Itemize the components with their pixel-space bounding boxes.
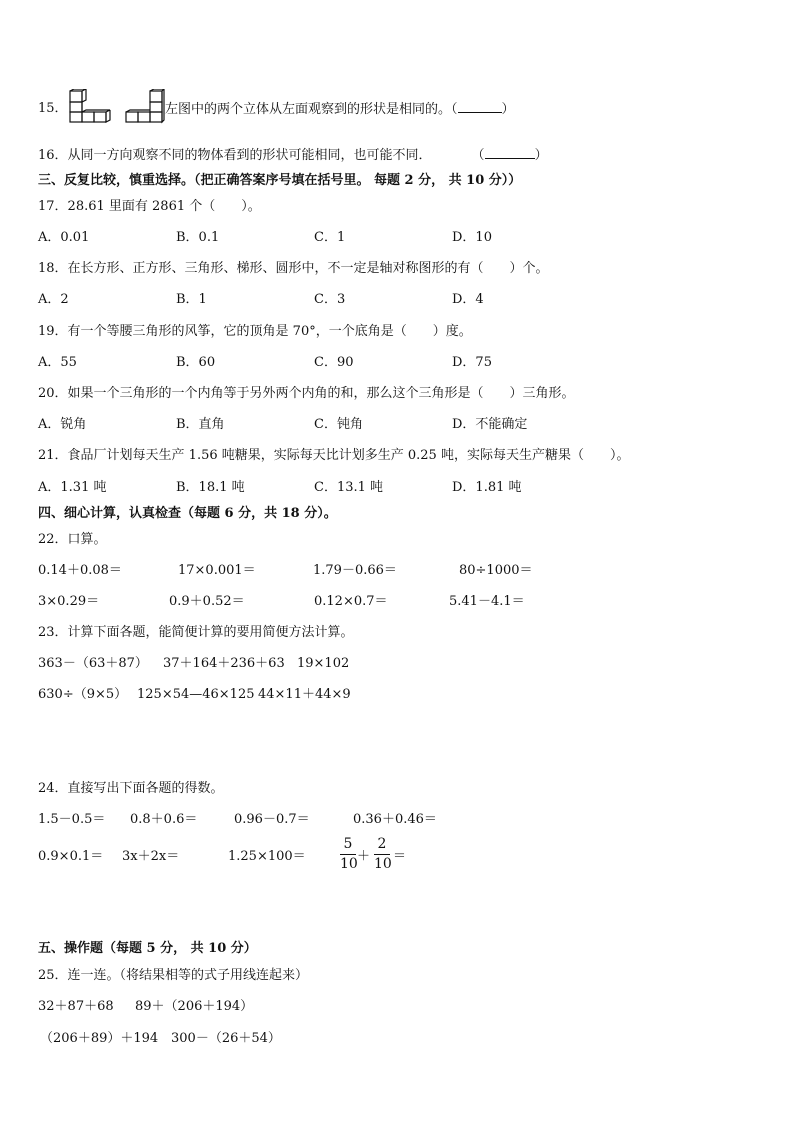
fraction-2-bar	[374, 854, 390, 855]
section-3-heading: 三、反复比较，慎重选择。（把正确答案序号填在括号里。 每题 2 分， 共 10 分））	[38, 173, 522, 188]
q17-option-c[interactable]: C．1	[314, 230, 346, 245]
q18-option-c[interactable]: C．3	[314, 292, 346, 307]
q15-statement: 左图中的两个立体从左面观察到的形状是相同的。（	[165, 102, 458, 117]
q19-option-b[interactable]: B．60	[176, 355, 216, 370]
q24-fraction-1	[340, 836, 356, 873]
q15-text	[165, 101, 515, 118]
q24-plus-sign: ＋	[357, 849, 371, 864]
q19-option-a[interactable]: A．55	[38, 355, 77, 370]
q17-option-b[interactable]: B．0.1	[176, 230, 220, 245]
q25-title: 25．连一连。（将结果相等的式子用线连起来）	[38, 968, 309, 983]
q18-option-a[interactable]: A．2	[38, 292, 69, 307]
q25-r2-c1[interactable]: （206＋89）＋194	[40, 1031, 159, 1046]
section-4-heading: 四、细心计算，认真检查（每题 6 分，共 18 分）。	[38, 506, 337, 521]
q24-r1-c3: 0.96－0.7＝	[234, 812, 310, 827]
q20-option-d[interactable]: D．不能确定	[452, 417, 528, 432]
fraction-2-numerator: 2	[377, 836, 387, 852]
q21-option-b[interactable]: B．18.1 吨	[176, 480, 245, 495]
q22-r1-c3: 1.79－0.66＝	[313, 563, 397, 578]
q22-r2-c1: 3×0.29＝	[38, 594, 100, 609]
q25-r1-c2[interactable]: 89＋（206＋194）	[135, 999, 254, 1014]
q20-option-c[interactable]: C．钝角	[314, 417, 363, 432]
q20-stem: 20．如果一个三角形的一个内角等于另外两个内角的和，那么这个三角形是（ ）三角形。	[38, 386, 575, 401]
q18-option-b[interactable]: B．1	[176, 292, 207, 307]
q17-option-d[interactable]: D．10	[452, 230, 492, 245]
cube-figure-2	[125, 89, 165, 125]
q23-r2-c2: 125×54—46×125	[137, 687, 255, 702]
q21-option-a[interactable]: A．1.31 吨	[38, 480, 107, 495]
q24-title: 24．直接写出下面各题的得数。	[38, 781, 224, 796]
q23-title: 23．计算下面各题，能简便计算的要用简便方法计算。	[38, 625, 354, 640]
q22-r1-c2: 17×0.001＝	[178, 563, 256, 578]
q16-line	[38, 147, 548, 164]
q21-option-c[interactable]: C．13.1 吨	[314, 480, 384, 495]
q24-r1-c4: 0.36＋0.46＝	[353, 812, 437, 827]
q15-answer-blank[interactable]	[458, 101, 502, 113]
q22-r1-c1: 0.14＋0.08＝	[38, 563, 122, 578]
q23-r1-c1: 363－（63＋87）	[38, 656, 148, 671]
q23-r1-c3: 19×102	[297, 656, 350, 671]
q16-answer-blank[interactable]	[485, 147, 535, 159]
q22-r2-c4: 5.41－4.1＝	[449, 594, 525, 609]
fraction-1-bar	[340, 854, 356, 855]
section-5-heading: 五、操作题（每题 5 分， 共 10 分）	[38, 941, 257, 956]
q19-option-d[interactable]: D．75	[452, 355, 492, 370]
q16-statement: 16．从同一方向观察不同的物体看到的形状可能相同，也可能不同．	[38, 148, 432, 163]
q22-r1-c4: 80÷1000＝	[459, 563, 533, 578]
fraction-1-denominator: 10	[340, 856, 358, 872]
q25-r2-c2[interactable]: 300－（26＋54）	[171, 1031, 281, 1046]
q21-option-d[interactable]: D．1.81 吨	[452, 480, 522, 495]
q15-number: 15．	[38, 101, 68, 116]
q16-open-paren: （	[471, 148, 485, 163]
q24-r1-c1: 1.5－0.5＝	[38, 812, 106, 827]
q19-option-c[interactable]: C．90	[314, 355, 354, 370]
q16-close-paren: ）	[534, 148, 548, 163]
q21-stem: 21．食品厂计划每天生产 1.56 吨糖果，实际每天比计划多生产 0.25 吨，实际每天生产糖果（ ）。	[38, 448, 630, 463]
q20-option-b[interactable]: B．直角	[176, 417, 225, 432]
q24-equals-sign: ＝	[393, 849, 407, 864]
q25-r1-c1[interactable]: 32＋87＋68	[38, 999, 114, 1014]
q19-stem: 19．有一个等腰三角形的风筝，它的顶角是 70°，一个底角是（ ）度。	[38, 324, 472, 339]
q24-r1-c2: 0.8＋0.6＝	[130, 812, 198, 827]
q17-stem: 17．28.61 里面有 2861 个（ ）。	[38, 199, 261, 214]
q22-r2-c2: 0.9＋0.52＝	[169, 594, 245, 609]
q24-r2-c1: 0.9×0.1＝	[38, 849, 104, 864]
q17-option-a[interactable]: A．0.01	[38, 230, 90, 245]
q24-r2-c3: 1.25×100＝	[228, 849, 306, 864]
q22-title: 22．口算。	[38, 532, 107, 547]
fraction-1-numerator: 5	[343, 836, 353, 852]
q15-close-paren: ）	[501, 102, 515, 117]
q22-r2-c3: 0.12×0.7＝	[314, 594, 388, 609]
q23-r2-c3: 44×11＋44×9	[258, 687, 351, 702]
q15-line	[38, 101, 68, 117]
q23-r2-c1: 630÷（9×5）	[38, 687, 128, 702]
fraction-2-denominator: 10	[374, 856, 392, 872]
q24-r2-c2: 3x＋2x＝	[122, 849, 180, 864]
cube-figure-1	[69, 89, 113, 125]
q24-fraction-2	[374, 836, 390, 873]
q18-option-d[interactable]: D．4	[452, 292, 484, 307]
q23-r1-c2: 37＋164＋236＋63	[163, 656, 285, 671]
q20-option-a[interactable]: A．锐角	[38, 417, 87, 432]
q18-stem: 18．在长方形、正方形、三角形、梯形、圆形中，不一定是轴对称图形的有（ ）个。	[38, 261, 549, 276]
